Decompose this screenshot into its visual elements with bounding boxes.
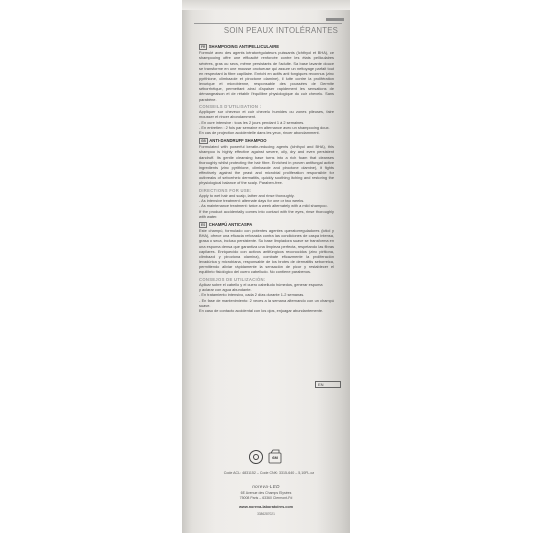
product-range-title: SOIN PEAUX INTOLÉRANTES	[223, 26, 338, 35]
jar-pao-icon	[268, 449, 282, 464]
usage-line: - As maintenance treatment: twice a week alternately with a mild shampoo.	[199, 203, 328, 209]
brand-accent-bar	[326, 18, 344, 21]
section-title-text: SHAMPOOING ANTIPELLICULAIRE	[208, 44, 280, 49]
usage-line: Apply to wet hair and scalp, lather and rinse thoroughly.	[199, 193, 295, 199]
usage-title: DIRECTIONS FOR USE:	[199, 187, 252, 193]
language-badge: ES	[201, 222, 206, 227]
section-body: Formulated with powerful keratin-reducing agents (ichthyol and BHA), this shampoo is highly effective against severe, oily, dry and even persistent dandruff. Its gentle cleansing base turns into a rich foam that cleanses thoroughly whilst protecting the hair fibre. Enriched in proven antifungal active ingredients (zinc pyrithione, climbazole and piroctone olamine), it fights effectively against the yeast and microbial proliferation responsible for outbreaks of seborrheic dermatitis, quickly soothing itching and restoring the physiological balance of the scalp. Paraben-free.	[199, 144, 334, 186]
lot-box: EN	[315, 381, 341, 388]
usage-line: En cas de projection accidentelle dans les yeux, rincer abondamment.	[199, 129, 320, 135]
section-title-text: ANTI-DANDRUFF SHAMPOO	[209, 138, 267, 144]
language-badge: GB	[201, 139, 206, 144]
section-body: Formulé avec des agents kératorégulateurs puissants (Ichthyol et BHA), ce shampooing offre une efficacité renforcée contre les états pelliculaires sévères, gras ou secs, même persistants de l'adulte. Sa base lavante douce se transforme en une mousse onctueuse qui assure un nettoyage parfait tout en respectant la fibre capillaire. Enrichi en actifs anti fongiques reconnus (zinc pyrithione, climbazole et piroctone olamine), il lutte contre la prolifération levurique et microbienne, responsable des poussées de Dermite séborrhéique, permettant ainsi d'apaiser rapidement les sensations de démangeaison et de rétablir l'équilibre physiologique du cuir chevelu. Sans parabène.	[199, 50, 334, 102]
product-description	[199, 44, 334, 313]
usage-title: CONSEILS D'UTILISATION :	[199, 103, 262, 109]
header-divider	[194, 23, 342, 24]
usage-line: y aclarar con agua abundante.	[199, 287, 252, 293]
product-codes: Code ACL: 4831152 – Code CNK: 3315-640 – 5,10FL.oz	[223, 471, 315, 475]
brand-logo: noreva-LED	[252, 484, 280, 489]
usage-title: CONSEJOS DE UTILIZACIÓN:	[199, 276, 266, 282]
tube-crimp	[182, 0, 350, 10]
usage-line: - As intensive treatment: alternate days for one or two weeks.	[199, 198, 305, 204]
section-body: Este champú, formulado con potentes agentes queratorreguladores (ictiol y BHA), ofrece una eficacia reforzada contra las condiciones de caspa intensa, grasa o seca, incluso persistente. Su base limpiadora suave se transforma en una espuma densa que garantiza una limpieza perfecta, respetando las fibras capilares. Enriquecido con activos antifúngicos reconocidos (zinc piritiona, climbazol y piroctona olamina), combate eficazmente la proliferación levadúrica y microbiana, responsable de los brotes de dermatitis seborreica, permitiendo aliviar rápidamente la sensación de picor y restablecer el equilibrio fisiológico del cuero cabelludo. No contiene parabenos.	[199, 228, 334, 275]
address-line-1: 6E Avenue des Champs Elysées	[240, 491, 292, 495]
barcode-number: 3386287021	[257, 512, 275, 516]
usage-line: - En cure intensive : tous les 2 jours pendant 1 à 2 semaines.	[199, 119, 305, 125]
usage-line: - En entretien : 2 fois par semaine en alternance avec un shampooing doux.	[199, 124, 330, 130]
language-badge: FR	[201, 45, 206, 49]
manufacturer-address	[182, 491, 350, 501]
usage-line: Aplicar sobre el cabello y el cuero cabelludo húmedos, generar espuma	[199, 282, 323, 288]
usage-line: - En tratamiento intensivo, cada 2 días durante 1-2 semanas.	[199, 292, 305, 298]
usage-line: Appliquer sur cheveux et cuir chevelu humides ou zones pileuses, faire mousser et rincer abondamment.	[199, 109, 334, 120]
usage-line: - En fase de mantenimiento: 2 veces a la semana alternando con un champú suave.	[199, 297, 334, 308]
product-tube	[182, 0, 350, 533]
pao-label: 6M	[272, 455, 278, 460]
address-line-2: 75008 Paris – 63360 Clermont-Fd	[239, 495, 293, 500]
section-title-text: CHAMPÚ ANTICASPA	[208, 221, 253, 227]
usage-line: En caso de contacto accidental con los ojos, enjuagar abundantemente.	[199, 307, 324, 313]
recycle-icon	[249, 450, 263, 464]
usage-line: If the product accidentally comes into contact with the eyes, rinse thoroughly with water.	[199, 208, 334, 219]
website-link: www.noreva-laboratoires.com	[238, 505, 294, 509]
